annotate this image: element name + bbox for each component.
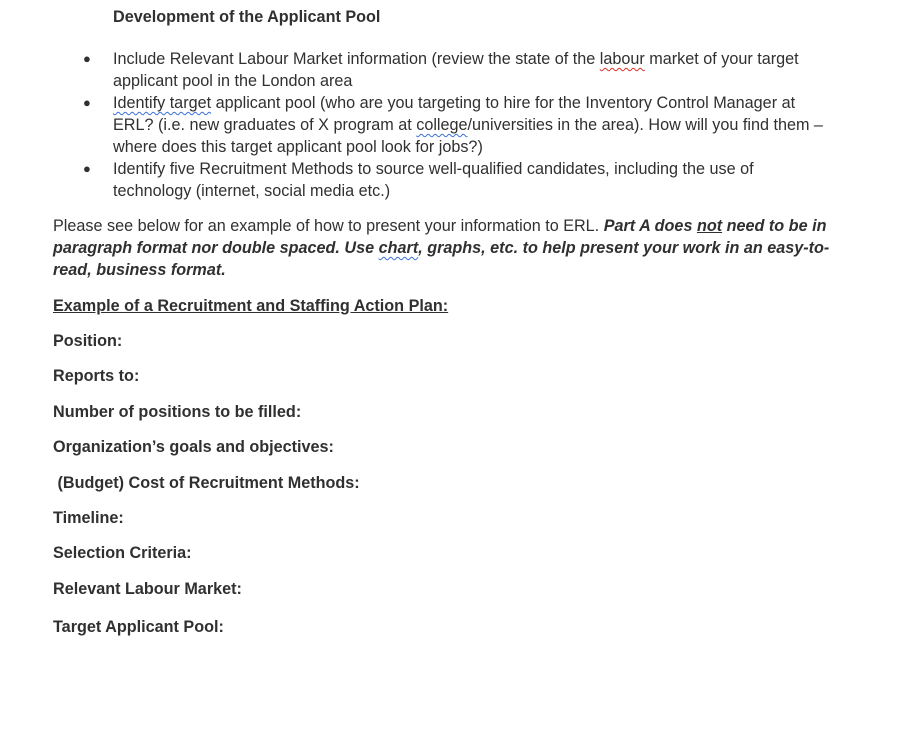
bullet-text: applicant pool (who are you targeting to hire for the Inventory Control Manager at ERL? (i.e. new graduates of X program at	[113, 94, 796, 134]
bullet-text: Include Relevant Labour Market information (review the state of the	[113, 50, 600, 68]
instruction-paragraph	[53, 215, 843, 281]
bullet-text: /universities in the area). How will you find them – where does this target applicant pool look for jobs?)	[113, 116, 823, 156]
bullet-dot-icon: ●	[83, 95, 91, 110]
bullet-item-recruitment-methods	[0, 158, 823, 202]
instruction-bold: need to be in paragraph format nor double spaced. Use	[53, 217, 827, 257]
bullet-dot-icon: ●	[83, 161, 91, 176]
spellcheck-flag[interactable]: labour	[599, 50, 645, 68]
field-timeline: Timeline:	[53, 509, 124, 527]
instruction-bold: Part A does	[603, 217, 697, 235]
bullet-item-target-pool	[0, 92, 823, 158]
field-org-goals: Organization’s goals and objectives:	[53, 438, 334, 456]
bullet-item-labour-market	[0, 48, 823, 92]
instruction-plain: Please see below for an example of how to present your information to ERL.	[53, 217, 604, 235]
bullet-text: market of your target applicant pool in the London area	[113, 50, 799, 90]
grammar-flag[interactable]: college	[416, 116, 468, 134]
field-budget: (Budget) Cost of Recruitment Methods:	[53, 474, 360, 492]
instruction-bold: , graphs, etc. to help present your work in an easy-to-read, business format.	[53, 239, 830, 279]
field-reports-to: Reports to:	[53, 367, 140, 385]
grammar-flag[interactable]: chart	[378, 239, 419, 257]
field-position: Position:	[53, 332, 123, 350]
field-selection-criteria: Selection Criteria:	[53, 544, 192, 562]
section-heading: Development of the Applicant Pool	[113, 8, 381, 26]
bullet-text: Identify five Recruitment Methods to source well-qualified candidates, including the use of technology (internet, social media etc.)	[113, 160, 754, 200]
instruction-emphasis: not	[696, 217, 723, 235]
grammar-flag[interactable]: Identify target	[113, 94, 212, 112]
field-target-pool: Target Applicant Pool:	[53, 618, 224, 636]
field-labour-market: Relevant Labour Market:	[53, 580, 242, 598]
field-num-positions: Number of positions to be filled:	[53, 403, 302, 421]
example-title: Example of a Recruitment and Staffing Action Plan:	[53, 297, 449, 315]
bullet-dot-icon: ●	[83, 51, 91, 66]
bullet-list	[0, 48, 917, 202]
